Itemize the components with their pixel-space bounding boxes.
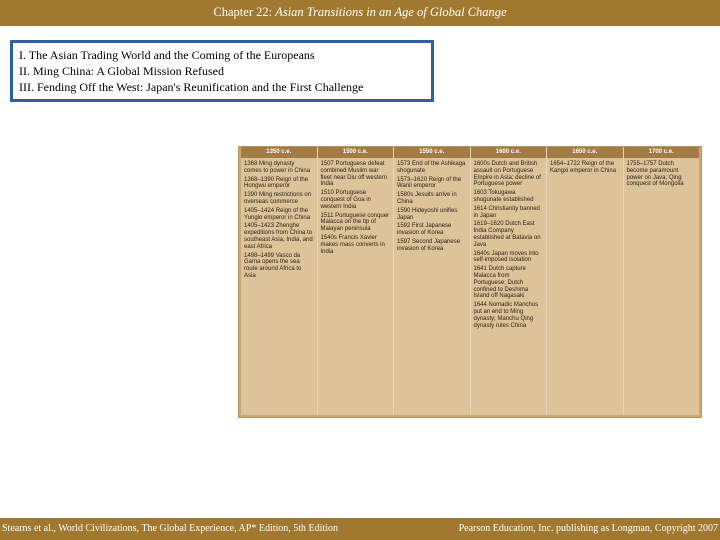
timeline-entry: 1619–1620 Dutch East India Company established at Batavia on Java: [473, 221, 541, 248]
timeline-column-1500: [318, 147, 395, 415]
timeline-column-heading: 1700 c.e.: [624, 147, 700, 158]
timeline-column-heading: 1500 c.e.: [318, 147, 394, 158]
timeline-column-1350: [241, 147, 318, 415]
timeline-column-heading: 1350 c.e.: [241, 147, 317, 158]
footer-copyright: Pearson Education, Inc. publishing as Longman, Copyright 2007: [458, 523, 718, 534]
chapter-prefix: Chapter 22:: [213, 5, 276, 19]
timeline-entry: 1580s Jesuits arrive in China: [397, 192, 457, 205]
timeline-entry: 1511 Portuguese conquer Malacca on the tip of Malayan peninsula: [320, 212, 390, 233]
timeline-entry: 1603 Tokugawa shogunate established: [473, 190, 534, 203]
timeline-column-1650: [547, 147, 624, 415]
timeline-entry: 1498–1499 Vasco da Gama opens the sea route around Africa to Asia: [244, 252, 302, 279]
timeline-entry: 1507 Portuguese defeat combined Muslim war fleet near Diu off western India: [320, 161, 388, 188]
timeline-column-body: [547, 158, 623, 415]
timeline-entry: 1405–1423 Zhenghe expeditions from China to southeast Asia, India, and east Africa: [244, 223, 313, 250]
timeline-entry: 1592 First Japanese invasion of Korea: [397, 223, 452, 237]
timeline-entry: 1614 Christianity banned in Japan: [473, 205, 540, 219]
timeline-column-body: [624, 158, 700, 415]
timeline-column-heading: 1600 c.e.: [471, 147, 547, 158]
timeline-figure: [238, 146, 702, 418]
timeline-column-heading: 1550 c.e.: [394, 147, 470, 158]
timeline-entry: 1640s Japan moves into self-imposed isolation: [473, 250, 539, 264]
timeline-column-heading: 1650 c.e.: [547, 147, 623, 158]
timeline-entry: 1510 Portuguese conquest of Goa in western India: [320, 190, 371, 210]
chapter-title: Asian Transitions in an Age of Global Change: [275, 5, 507, 19]
chapter-title-bar: [0, 0, 720, 26]
timeline-entry: 1573–1620 Reign of the Wanli emperor: [397, 176, 462, 190]
timeline-entry: 1405–1424 Reign of the Yunglo emperor in China: [244, 207, 311, 221]
timeline-entry: 1390 Ming restrictions on overseas commerce: [244, 192, 312, 205]
timeline-column-1550: [394, 147, 471, 415]
timeline-entry: 1540s Francis Xavier makes mass converts in India: [320, 234, 385, 255]
timeline-column-body: [318, 158, 394, 415]
timeline-column-1700: [624, 147, 700, 415]
timeline-entry: 1590 Hideyoshi unifies Japan: [397, 207, 458, 221]
timeline-entry: 1641 Dutch capture Malacca from Portuguese; Dutch confined to Deshima Island off Nagasaki: [473, 266, 529, 300]
outline-item-3: III. Fending Off the West: Japan's Reunification and the First Challenge: [19, 80, 364, 94]
timeline-column-body: [471, 158, 547, 415]
timeline-entry: 1597 Second Japanese invasion of Korea: [397, 238, 461, 252]
timeline-column-1600: [471, 147, 548, 415]
timeline-entry: 1573 End of the Ashikaga shogunate: [397, 161, 466, 174]
timeline-entry: 1654–1722 Reign of the Kangxi emperor in China: [550, 161, 617, 174]
outline-item-1: I. The Asian Trading World and the Coming of the Europeans: [19, 48, 315, 62]
timeline-entry: 1368–1390 Reign of the Hongwu emperor: [244, 176, 309, 190]
outline-box: [10, 40, 434, 102]
footer-bar: [0, 518, 720, 540]
timeline-column-body: [241, 158, 317, 415]
timeline-entry: 1755–1757 Dutch become paramount power on Java; Qing conquest of Mongolia: [626, 161, 684, 188]
timeline-entry: 1368 Ming dynasty comes to power in China: [244, 161, 311, 174]
timeline-entry: 1600s Dutch and British assault on Portuguese Empire in Asia; decline of Portuguese power: [473, 161, 541, 188]
timeline-column-body: [394, 158, 470, 415]
timeline-entry: 1644 Nomadic Manchus put an end to Ming dynasty; Manchu Qing dynasty rules China: [473, 302, 539, 329]
footer-citation: Stearns et al., World Civilizations, The Global Experience, AP* Edition, 5th Edition: [2, 523, 338, 534]
outline-item-2: II. Ming China: A Global Mission Refused: [19, 64, 224, 78]
